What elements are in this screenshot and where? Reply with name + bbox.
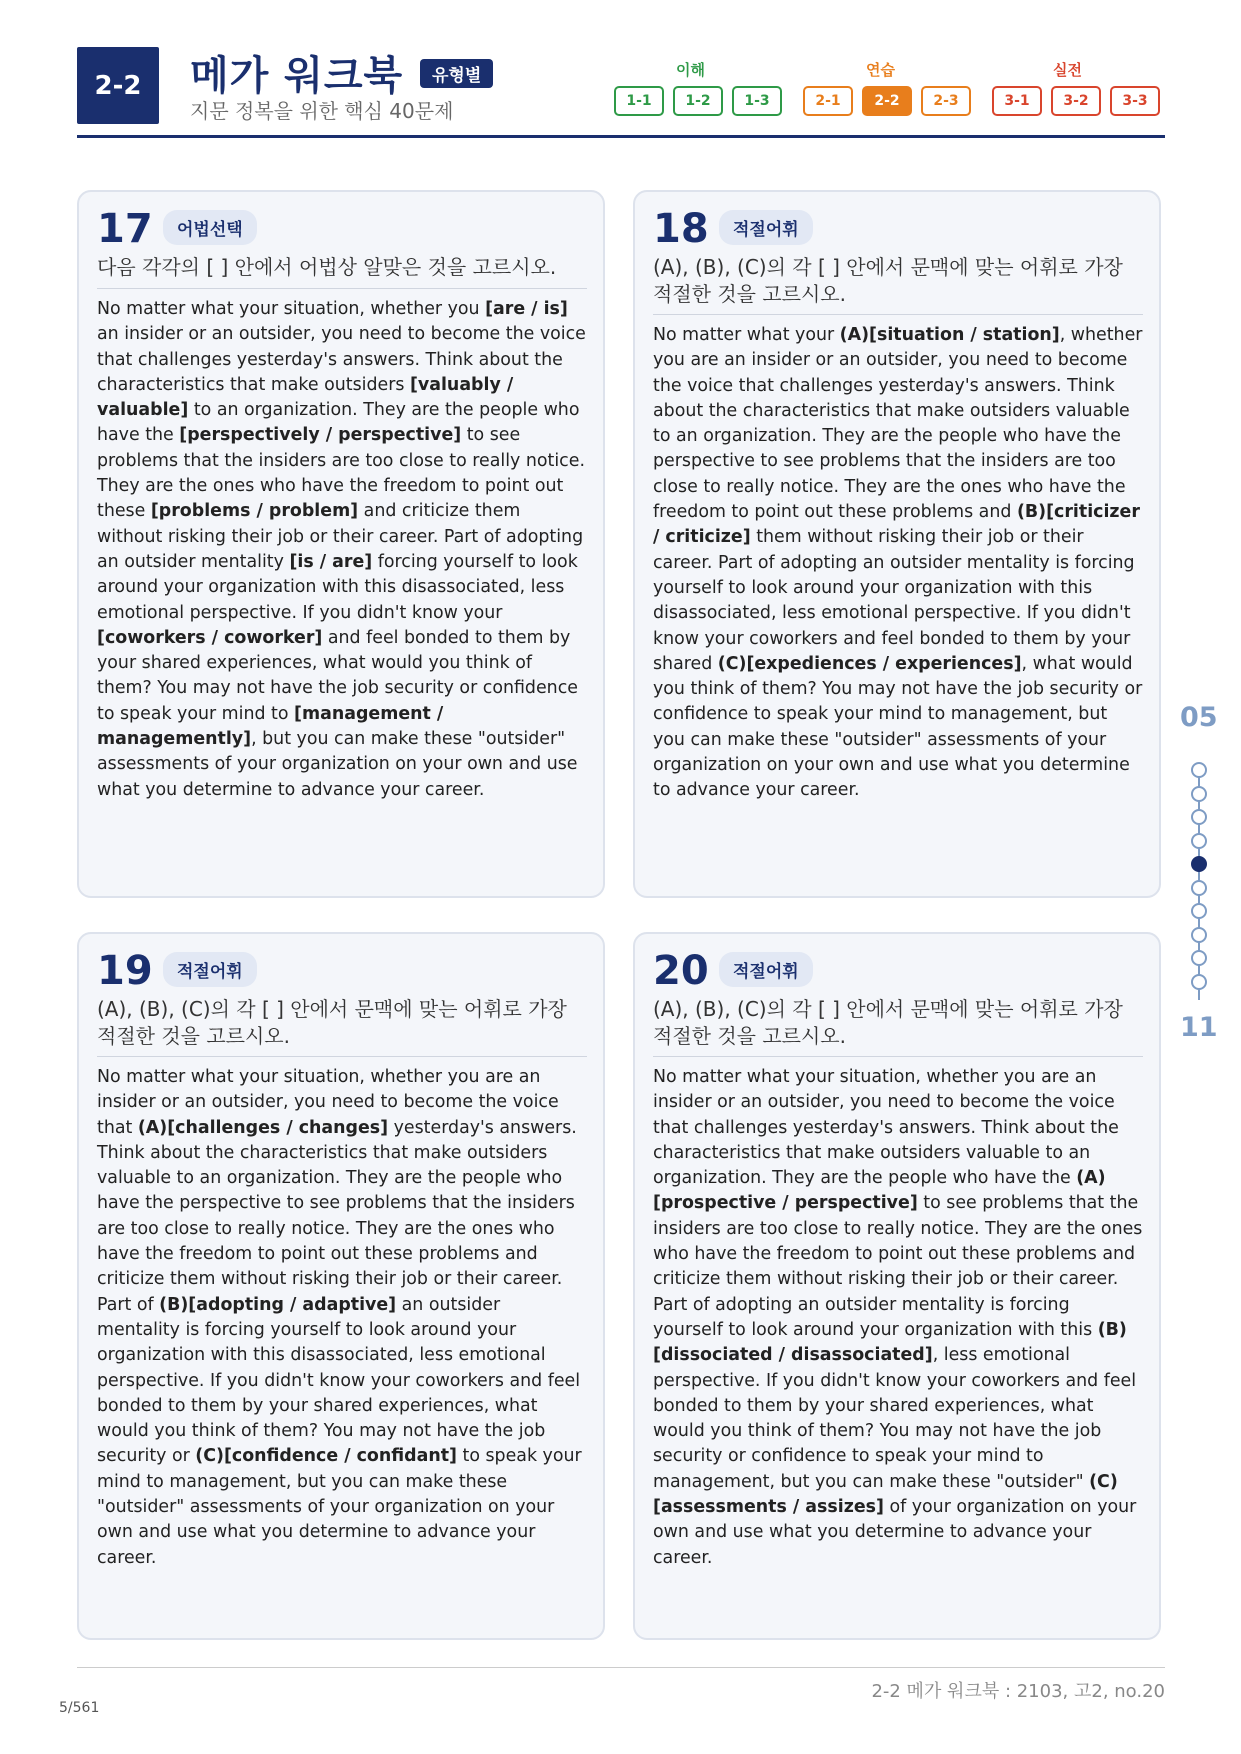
page-subtitle: 지문 정복을 위한 핵심 40문제 (190, 99, 454, 123)
side-nav-end: 11 (1180, 1012, 1218, 1043)
page-title: 메가 워크북 (190, 53, 404, 99)
question-number: 20 (653, 948, 709, 994)
answer-choice: (C)[expediences / experiences] (717, 653, 1022, 674)
answer-choice: (A)[situation / station] (839, 325, 1060, 345)
section-badge: 2-2 (77, 47, 159, 124)
question-number: 17 (97, 206, 153, 252)
answer-choice: (B)[criticizer / criticize] (653, 502, 1140, 548)
question-instruction: (A), (B), (C)의 각 [ ] 안에서 문맥에 맞는 어휘로 가장 적절한 것을 고르시오. (653, 255, 1123, 306)
question-number: 18 (653, 206, 709, 252)
question-type-tag: 적절어휘 (163, 952, 257, 987)
step-1-1[interactable]: 1-1 (614, 86, 664, 116)
side-nav-dot[interactable] (1191, 974, 1207, 990)
answer-choice: [perspectively / perspective] (179, 425, 462, 446)
step-3-3[interactable]: 3-3 (1110, 86, 1160, 116)
step-1-3[interactable]: 1-3 (732, 86, 782, 116)
side-nav-start: 05 (1180, 702, 1218, 733)
answer-choice: [valuably / valuable] (97, 374, 514, 421)
side-nav-dot[interactable] (1191, 856, 1207, 872)
answer-choice: [are / is] (485, 299, 568, 319)
passage-text: No matter what your situation, whether you are an insider or an outsider, you need to become the voice that challenges yesterday's answers. Think about the characteristics that make outsiders valuable to an organization. They are the people who have the (A)[prospective / perspective] to see problems that the insiders are too close to really notice. They are the ones who have the freedom to point out these problems and criticize them without risking their job or their career. Part of adopting an outsider mentality is forcing yourself to look around your organization with this (B)[dissociated / disassociated], less emotional perspective. If you didn't know your coworkers and feel bonded to them by your shared experiences, what would you think of them? You may not have the job security or confidence to speak your mind to management, but you can make these "outsider" (C)[assessments / assizes] of your organization on your own and use what you determine to advance your career. (653, 1067, 1143, 1568)
group-label-understand: 이해 (676, 61, 705, 79)
passage-text: No matter what your situation, whether you are an insider or an outsider, you need to become the voice that (A)[challenges / changes] yesterday's answers. Think about the characteristics that make outsiders valuable to an organization. They are the people who have the perspective to see problems that the insiders are too close to really notice. They are the ones who have the freedom to point out these problems and criticize them without risking their job or their career. Part of (B)[adopting / adaptive] an outsider mentality is forcing yourself to look around your organization with this disassociated, less emotional perspective. If you didn't know your coworkers and feel bonded to them by your shared experiences, what would you think of them? You may not have the job security or (C)[confidence / confidant] to speak your mind to management, but you can make these "outsider" assessments of your organization on your own and use what you determine to advance your career. (97, 1067, 582, 1568)
answer-choice: (C)[confidence / confidant] (195, 1446, 457, 1467)
question-type-tag: 적절어휘 (719, 210, 813, 245)
passage-text: No matter what your (A)[situation / station], whether you are an insider or an outsider, you need to become the voice that challenges yesterday's answers. Think about the characteristics that make outsiders valuable to an organization. They are the people who have the perspective to see problems that the insiders are too close to really notice. They are the ones who have the freedom to point out these problems and (B)[criticizer / criticize] them without risking their job or their career. Part of adopting an outsider mentality is forcing yourself to look around your organization with this disassociated, less emotional perspective. If you didn't know your coworkers and feel bonded to them by your shared (C)[expediences / experiences], what would you think of them? You may not have the job security or confidence to speak your mind to management, but you can make these "outsider" assessments of your organization on your own and use what you determine to advance your career. (653, 325, 1143, 801)
footer-source: 2-2 메가 워크북 : 2103, 고2, no.20 (871, 1681, 1165, 1702)
question-card-19 (77, 932, 605, 1640)
type-tag: 유형별 (420, 59, 493, 88)
answer-choice: (A)[prospective / perspective] (653, 1168, 1106, 1214)
question-instruction: (A), (B), (C)의 각 [ ] 안에서 문맥에 맞는 어휘로 가장 적절한 것을 고르시오. (97, 997, 567, 1048)
side-nav-dot[interactable] (1191, 950, 1207, 966)
question-instruction: 다음 각각의 [ ] 안에서 어법상 알맞은 것을 고르시오. (97, 255, 557, 279)
side-nav-dot[interactable] (1191, 809, 1207, 825)
step-3-1[interactable]: 3-1 (992, 86, 1042, 116)
header-divider (77, 135, 1165, 138)
answer-choice: (B)[adopting / adaptive] (159, 1294, 397, 1315)
answer-choice: [coworkers / coworker] (97, 627, 323, 648)
page-counter: 5/561 (59, 1700, 100, 1716)
question-card-17 (77, 190, 605, 898)
question-divider (97, 288, 587, 289)
answer-choice: (A)[challenges / changes] (137, 1117, 389, 1138)
question-divider (97, 1056, 587, 1057)
step-2-1[interactable]: 2-1 (803, 86, 853, 116)
step-2-3[interactable]: 2-3 (921, 86, 971, 116)
side-nav-dot[interactable] (1191, 903, 1207, 919)
question-type-tag: 적절어휘 (719, 952, 813, 987)
group-label-real: 실전 (1053, 61, 1082, 79)
answer-choice: [management / managemently] (97, 703, 444, 750)
step-2-2[interactable]: 2-2 (862, 86, 912, 116)
side-nav-dot[interactable] (1191, 786, 1207, 802)
side-nav-dot[interactable] (1191, 880, 1207, 896)
question-divider (653, 314, 1143, 315)
answer-choice: [is / are] (289, 551, 373, 572)
side-nav-dot[interactable] (1191, 833, 1207, 849)
group-label-practice: 연습 (866, 61, 895, 79)
step-1-2[interactable]: 1-2 (673, 86, 723, 116)
footer-divider (77, 1667, 1165, 1668)
answer-choice: [problems / problem] (150, 501, 359, 522)
question-card-20 (633, 932, 1161, 1640)
answer-choice: (B)[dissociated / disassociated] (653, 1319, 1127, 1366)
question-type-tag: 어법선택 (163, 210, 257, 245)
question-number: 19 (97, 948, 153, 994)
side-nav-dot[interactable] (1191, 762, 1207, 778)
question-divider (653, 1056, 1143, 1057)
passage-text: No matter what your situation, whether you [are / is] an insider or an outsider, you need to become the voice that challenges yesterday's answers. Think about the characteristics that make outsiders [valuably / valuable] to an organization. They are the people who have the [perspectively / perspective] to see problems that the insiders are too close to really notice. They are the ones who have the freedom to point out these [problems / problem] and criticize them without risking their job or their career. Part of adopting an outsider mentality [is / are] forcing yourself to look around your organization with this disassociated, less emotional perspective. If you didn't know your [coworkers / coworker] and feel bonded to them by your shared experiences, what would you think of them? You may not have the job security or confidence to speak your mind to [management / managemently], but you can make these "outsider" assessments of your organization on your own and use what you determine to advance your career. (97, 299, 586, 800)
answer-choice: (C)[assessments / assizes] (653, 1471, 1118, 1518)
question-card-18 (633, 190, 1161, 898)
question-instruction: (A), (B), (C)의 각 [ ] 안에서 문맥에 맞는 어휘로 가장 적절한 것을 고르시오. (653, 997, 1123, 1048)
side-nav-dot[interactable] (1191, 927, 1207, 943)
step-3-2[interactable]: 3-2 (1051, 86, 1101, 116)
